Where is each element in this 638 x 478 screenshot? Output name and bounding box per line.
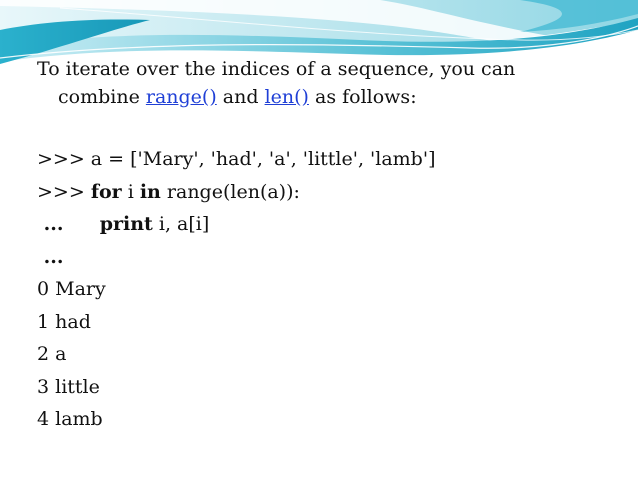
spacer [37, 111, 627, 143]
output-line: 1 had [37, 310, 91, 333]
output-line: 0 Mary [37, 278, 106, 300]
intro-line-2 [37, 83, 627, 111]
keyword-for: for [90, 180, 122, 203]
keyword-print: print [99, 213, 153, 235]
code-text: i [121, 180, 140, 203]
range-link[interactable]: range() [145, 86, 217, 108]
keyword-in: in [139, 180, 161, 203]
intro-line-1: To iterate over the indices of a sequence, you can [37, 58, 516, 80]
output-line: 3 little [37, 375, 100, 398]
code-text: i, a[i] [152, 213, 210, 235]
len-link[interactable]: len() [264, 86, 309, 108]
code-line-3 [37, 208, 627, 241]
intro-suffix: as follows: [308, 86, 417, 108]
code-line-4 [37, 241, 627, 274]
continuation-prompt: ... [37, 213, 64, 235]
code-line-2 [37, 176, 627, 209]
output-line: 2 a [37, 343, 67, 365]
code-text: range(len(a)): [160, 180, 300, 203]
output-line: 4 lamb [37, 408, 103, 430]
continuation-prompt: ... [37, 245, 64, 268]
code-line-1: >>> a = ['Mary', 'had', 'a', 'little', 'lamb'] [37, 148, 436, 170]
code-prompt: >>> [37, 180, 91, 203]
slide-body [37, 55, 627, 436]
intro-paragraph [37, 55, 627, 111]
intro-prefix: combine [58, 86, 146, 108]
intro-mid: and [216, 86, 265, 108]
code-indent [63, 213, 99, 235]
